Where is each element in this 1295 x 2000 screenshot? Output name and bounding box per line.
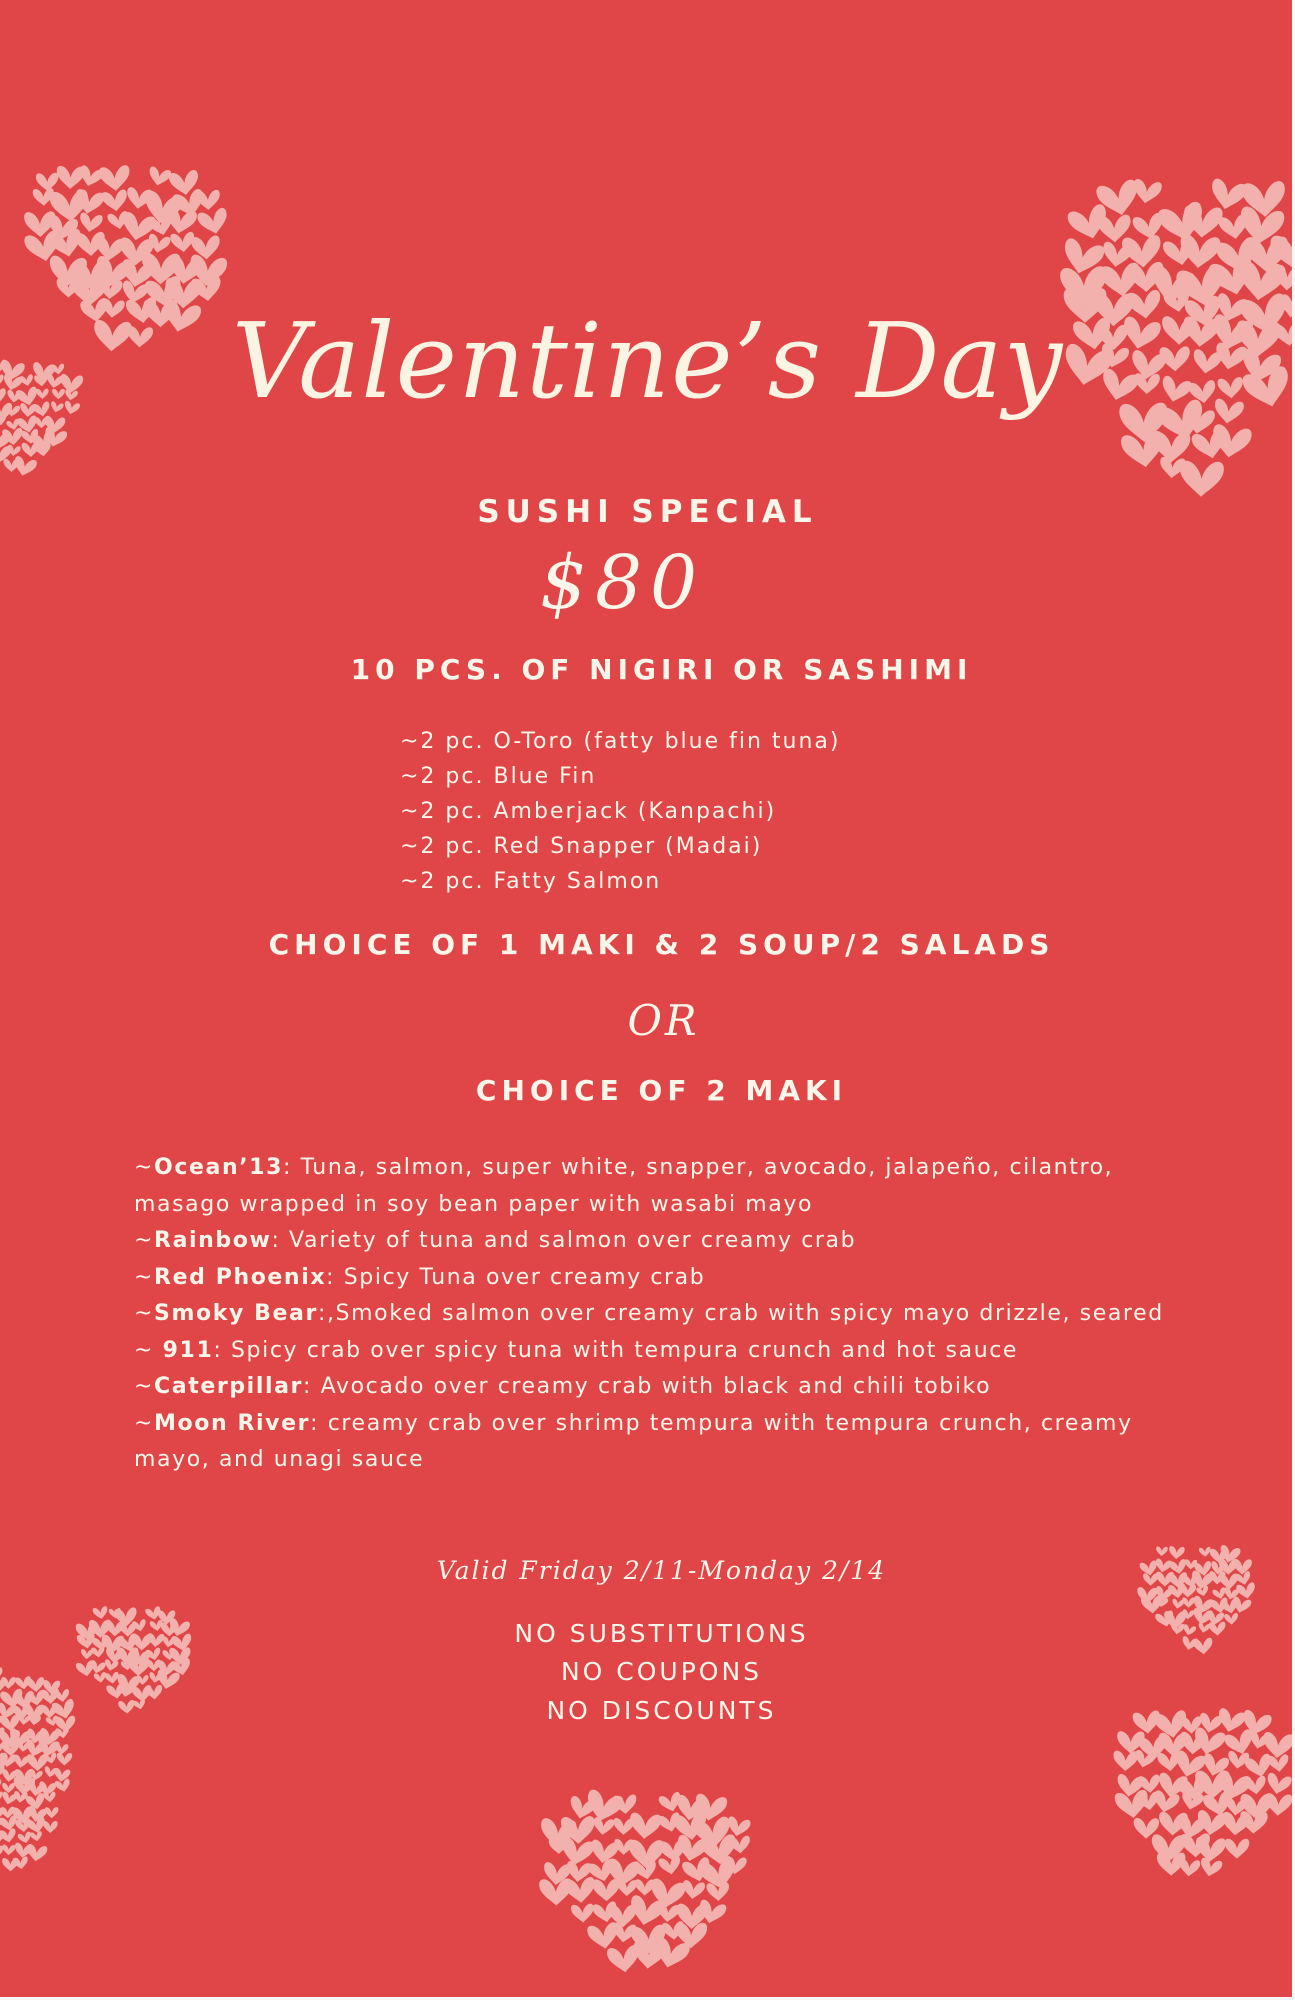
- small-heart-icon: [78, 212, 103, 234]
- heart-cluster-icon: [0, 1655, 75, 1895]
- maki-prefix: ~: [134, 1264, 155, 1290]
- list-item: ~2 pc. O-Toro (fatty blue fin tuna): [400, 729, 841, 754]
- list-item: ~2 pc. Red Snapper (Madai): [400, 834, 763, 859]
- choice-heading-2: CHOICE OF 2 MAKI: [475, 1074, 848, 1107]
- small-heart-icon: [571, 1903, 595, 1923]
- small-heart-icon: [592, 1817, 614, 1836]
- small-heart-icon: [2, 1783, 15, 1793]
- small-heart-icon: [54, 1778, 71, 1793]
- maki-name: Moon River: [154, 1410, 311, 1436]
- maki-name: Red Phoenix: [154, 1264, 327, 1290]
- maki-desc: : Avocado over creamy crab with black and chili tobiko: [303, 1374, 992, 1399]
- notice-text: NO DISCOUNTS: [546, 1696, 777, 1725]
- small-heart-icon: [196, 207, 230, 237]
- maki-item: [134, 1260, 1194, 1297]
- maki-name: Rainbow: [154, 1228, 272, 1253]
- or-divider: OR: [627, 996, 700, 1045]
- subtitle: SUSHI SPECIAL: [477, 494, 818, 530]
- small-heart-icon: [1152, 432, 1190, 463]
- maki-prefix: ~: [134, 1337, 163, 1363]
- small-heart-icon: [1182, 1597, 1195, 1607]
- small-heart-icon: [1178, 1858, 1201, 1877]
- maki-name: Smoky Bear: [154, 1301, 318, 1326]
- maki-desc: : Spicy Tuna over creamy crab: [326, 1264, 706, 1290]
- small-heart-icon: [1195, 1837, 1227, 1863]
- maki-item: [134, 1406, 1194, 1479]
- maki-desc: : creamy crab over shrimp tempura with tempura crunch, creamy mayo, and unagi sauce: [134, 1410, 1133, 1472]
- small-heart-icon: [1243, 1775, 1267, 1795]
- list-item: ~2 pc. Blue Fin: [400, 764, 597, 789]
- maki-desc: : Variety of tuna and salmon over creamy crab: [271, 1228, 857, 1253]
- small-heart-icon: [0, 1828, 17, 1844]
- valid-dates: Valid Friday 2/11-Monday 2/14: [436, 1556, 887, 1585]
- small-heart-icon: [729, 1835, 751, 1854]
- maki-desc: :,Smoked salmon over creamy crab with spicy mayo drizzle, seared: [317, 1301, 1164, 1326]
- nigiri-heading: 10 PCS. OF NIGIRI OR SASHIMI: [350, 653, 973, 686]
- heart-cluster-graphic: [0, 1655, 75, 1895]
- small-heart-icon: [1113, 1751, 1139, 1772]
- choice-heading-1: CHOICE OF 1 MAKI & 2 SOUP/2 SALADS: [268, 928, 1055, 961]
- maki-item: [134, 1296, 1194, 1333]
- small-heart-icon: [1225, 1839, 1250, 1859]
- small-heart-icon: [1265, 1772, 1293, 1796]
- maki-prefix: ~: [134, 1410, 155, 1436]
- maki-desc: : Spicy crab over spicy tuna with tempura crunch and hot sauce: [213, 1337, 1019, 1363]
- small-heart-icon: [36, 173, 59, 192]
- small-heart-icon: [43, 1821, 58, 1833]
- heart-cluster-icon: [1106, 1696, 1295, 1896]
- small-heart-icon: [564, 1877, 597, 1905]
- small-heart-icon: [1267, 1754, 1289, 1773]
- maki-name: 911: [162, 1337, 214, 1363]
- page-title: Valentine’s Day: [231, 300, 1064, 422]
- heart-cluster-graphic: [1106, 1696, 1295, 1896]
- maki-name: Caterpillar: [154, 1374, 303, 1399]
- notice-text: NO COUPONS: [560, 1657, 763, 1686]
- maki-item: [134, 1333, 1194, 1370]
- heart-cluster-icon: [535, 1778, 755, 1978]
- maki-desc: : Tuna, salmon, super white, snapper, avocado, jalapeño, cilantro, masago wrapped in soy bean paper with wasabi mayo: [134, 1155, 1114, 1217]
- small-heart-icon: [1180, 1584, 1197, 1598]
- small-heart-icon: [99, 165, 132, 192]
- small-heart-icon: [195, 190, 220, 211]
- maki-prefix: ~: [134, 1155, 155, 1180]
- maki-item: [134, 1150, 1194, 1223]
- maki-item: [134, 1223, 1194, 1260]
- heart-cluster-graphic: [535, 1778, 755, 1978]
- maki-prefix: ~: [134, 1374, 155, 1399]
- small-heart-icon: [101, 189, 129, 213]
- small-heart-icon: [13, 1856, 29, 1870]
- list-item: ~2 pc. Amberjack (Kanpachi): [400, 799, 777, 824]
- small-heart-icon: [1208, 178, 1248, 213]
- nigiri-list: [400, 724, 841, 899]
- small-heart-icon: [2, 1844, 15, 1855]
- maki-item: [134, 1369, 1194, 1406]
- maki-list: [134, 1150, 1194, 1479]
- small-heart-icon: [55, 1744, 69, 1755]
- small-heart-icon: [57, 1753, 73, 1766]
- price: $80: [539, 540, 706, 626]
- maki-name: Ocean’13: [154, 1155, 283, 1180]
- small-heart-icon: [592, 1879, 620, 1902]
- maki-prefix: ~: [134, 1228, 155, 1253]
- small-heart-icon: [628, 1812, 661, 1840]
- list-item: ~2 pc. Fatty Salmon: [400, 869, 662, 894]
- small-heart-icon: [1156, 1546, 1168, 1556]
- small-heart-icon: [30, 1831, 43, 1842]
- maki-prefix: ~: [134, 1301, 155, 1326]
- small-heart-icon: [147, 166, 172, 188]
- small-heart-icon: [45, 1807, 59, 1818]
- notice-text: NO SUBSTITUTIONS: [514, 1619, 809, 1648]
- small-heart-icon: [1179, 460, 1224, 497]
- small-heart-icon: [1264, 1793, 1293, 1817]
- small-heart-icon: [0, 1778, 2, 1791]
